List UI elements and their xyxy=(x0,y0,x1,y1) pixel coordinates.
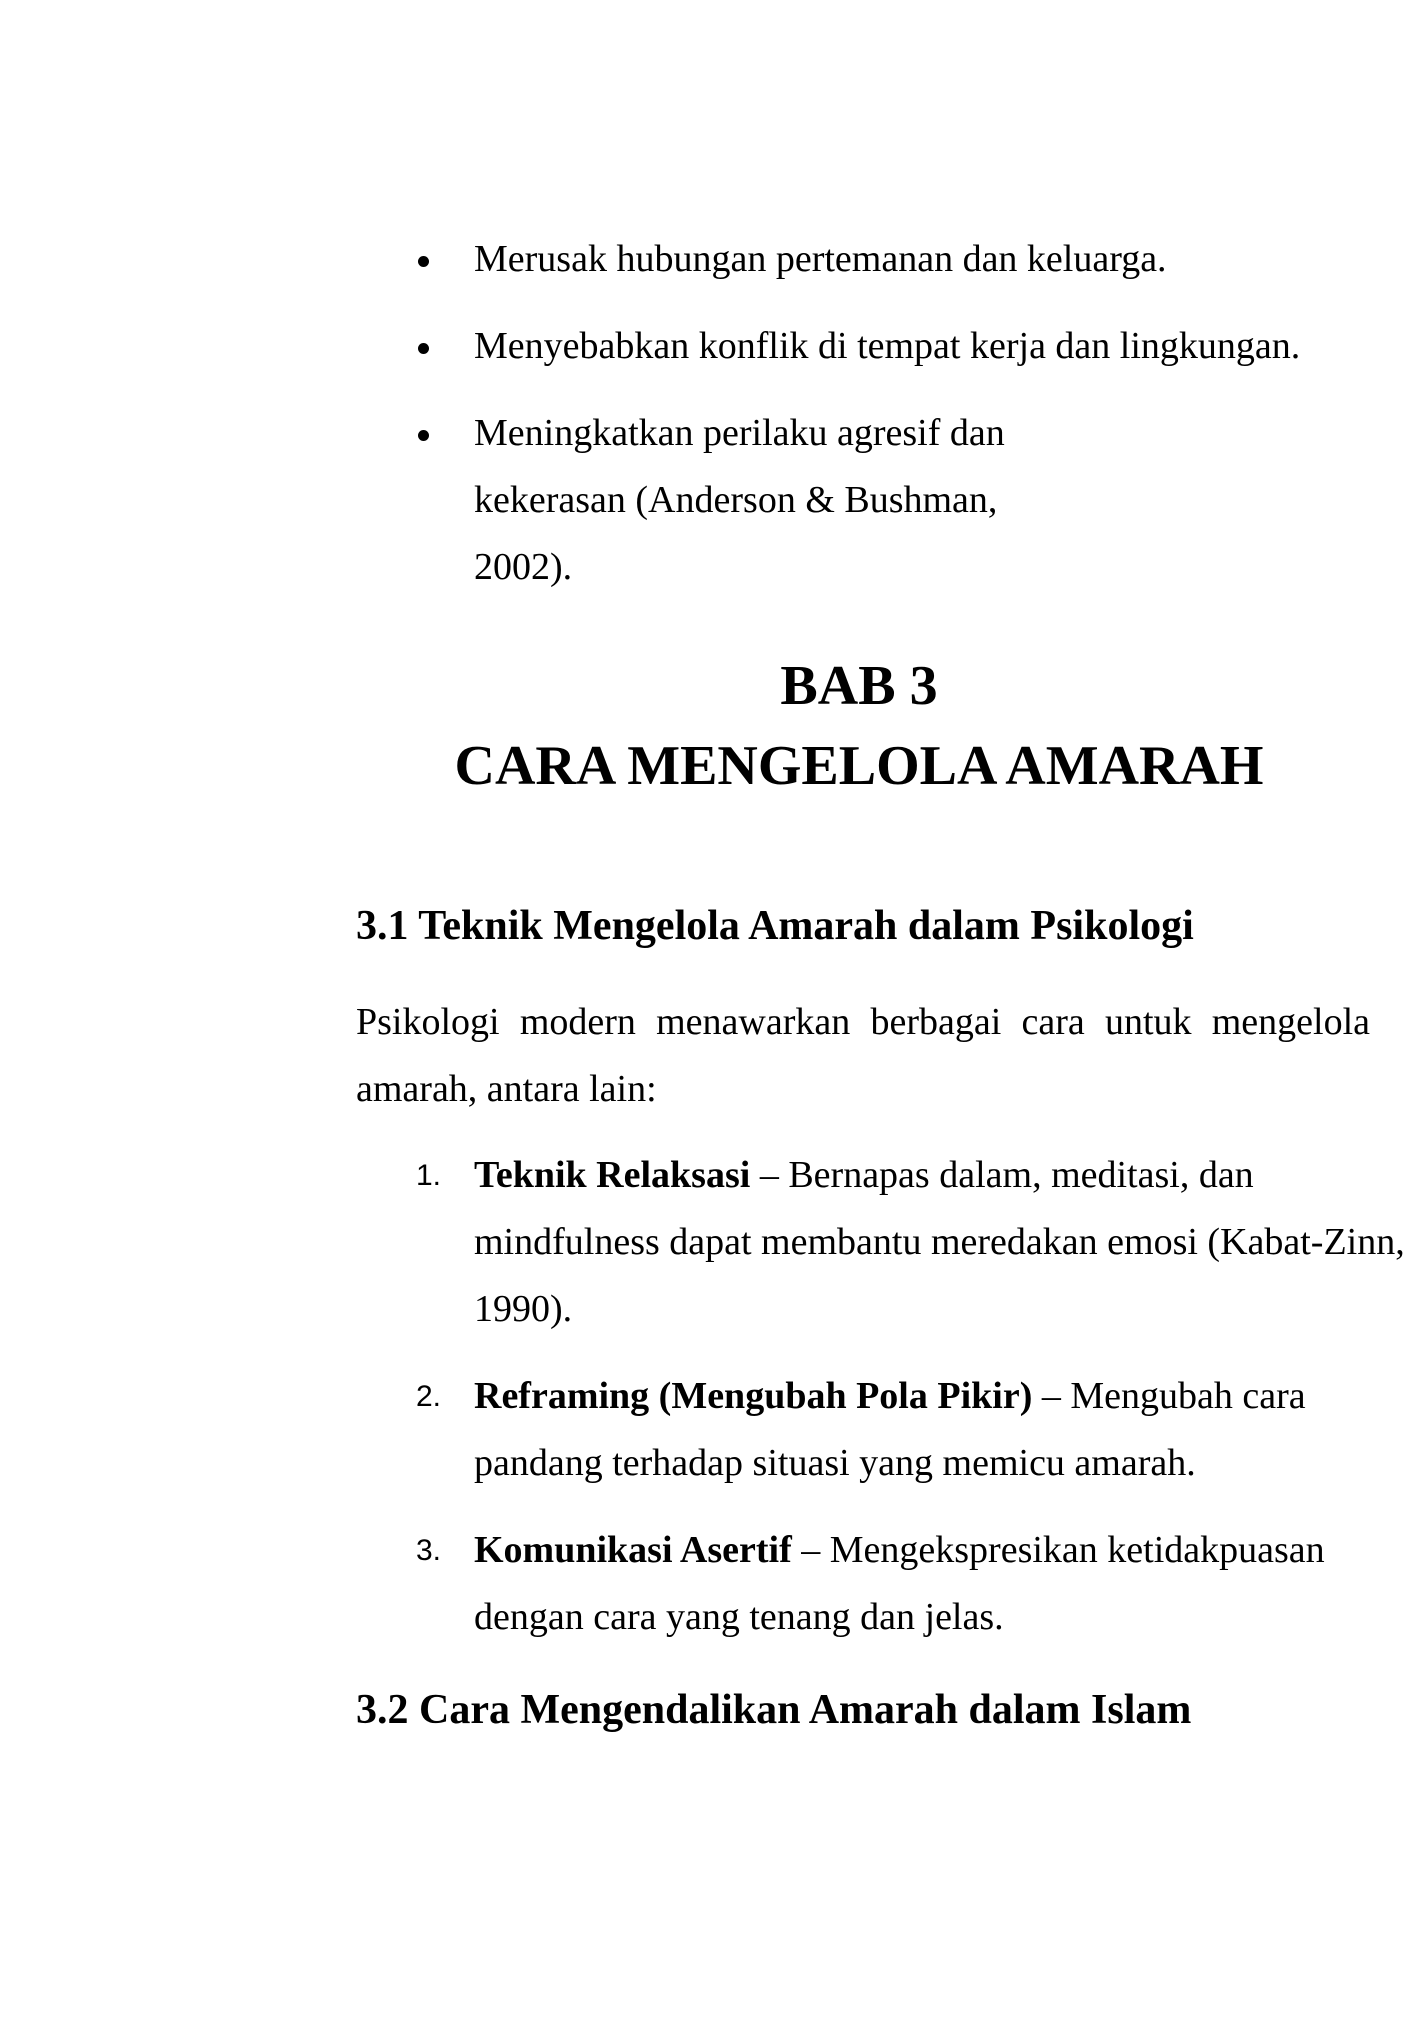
techniques-numbered-list xyxy=(406,1142,1405,1671)
list-item xyxy=(406,1517,1428,1651)
list-item xyxy=(406,1142,1428,1343)
section-heading-3-1: 3.1 Teknik Mengelola Amarah dalam Psikologi xyxy=(356,903,1194,949)
technique-term: Teknik Relaksasi xyxy=(474,1154,751,1196)
technique-term: Reframing (Mengubah Pola Pikir) xyxy=(474,1375,1033,1417)
technique-description: – Bernapas dalam, meditasi, dan mindfulness dapat membantu meredakan emosi (Kabat-Zinn, 1990). xyxy=(474,1154,1405,1330)
list-number: 1. xyxy=(416,1159,442,1192)
list-item xyxy=(406,400,1094,601)
list-item xyxy=(406,226,1366,293)
bullet-icon xyxy=(418,343,429,354)
section-intro-paragraph xyxy=(356,989,1370,1123)
consequences-bullet-list xyxy=(406,226,1366,621)
technique-description: – Mengubah cara pandang terhadap situasi yang memicu amarah. xyxy=(474,1375,1306,1484)
chapter-number: BAB 3 xyxy=(780,655,938,717)
technique-description: – Mengekspresikan ketidakpuasan dengan cara yang tenang dan jelas. xyxy=(474,1529,1325,1638)
list-item xyxy=(406,313,1366,380)
bullet-icon xyxy=(418,256,429,267)
bullet-text: Merusak hubungan pertemanan dan keluarga. xyxy=(474,238,1167,280)
section-heading-3-2: 3.2 Cara Mengendalikan Amarah dalam Islam xyxy=(356,1687,1192,1733)
bullet-text: Meningkatkan perilaku agresif dan kekerasan (Anderson & Bushman, 2002). xyxy=(474,412,1005,588)
bullet-icon xyxy=(418,430,429,441)
bullet-text: Menyebabkan konflik di tempat kerja dan lingkungan. xyxy=(474,325,1301,367)
chapter-heading xyxy=(0,646,1428,806)
list-number: 3. xyxy=(416,1534,442,1567)
technique-term: Komunikasi Asertif xyxy=(474,1529,792,1571)
list-item xyxy=(406,1363,1414,1497)
intro-line-2: amarah, antara lain: xyxy=(356,1068,657,1110)
intro-line-1: Psikologi modern menawarkan berbagai cara untuk mengelola xyxy=(356,1001,1370,1043)
list-number: 2. xyxy=(416,1380,442,1413)
chapter-title: CARA MENGELOLA AMARAH xyxy=(454,735,1264,797)
